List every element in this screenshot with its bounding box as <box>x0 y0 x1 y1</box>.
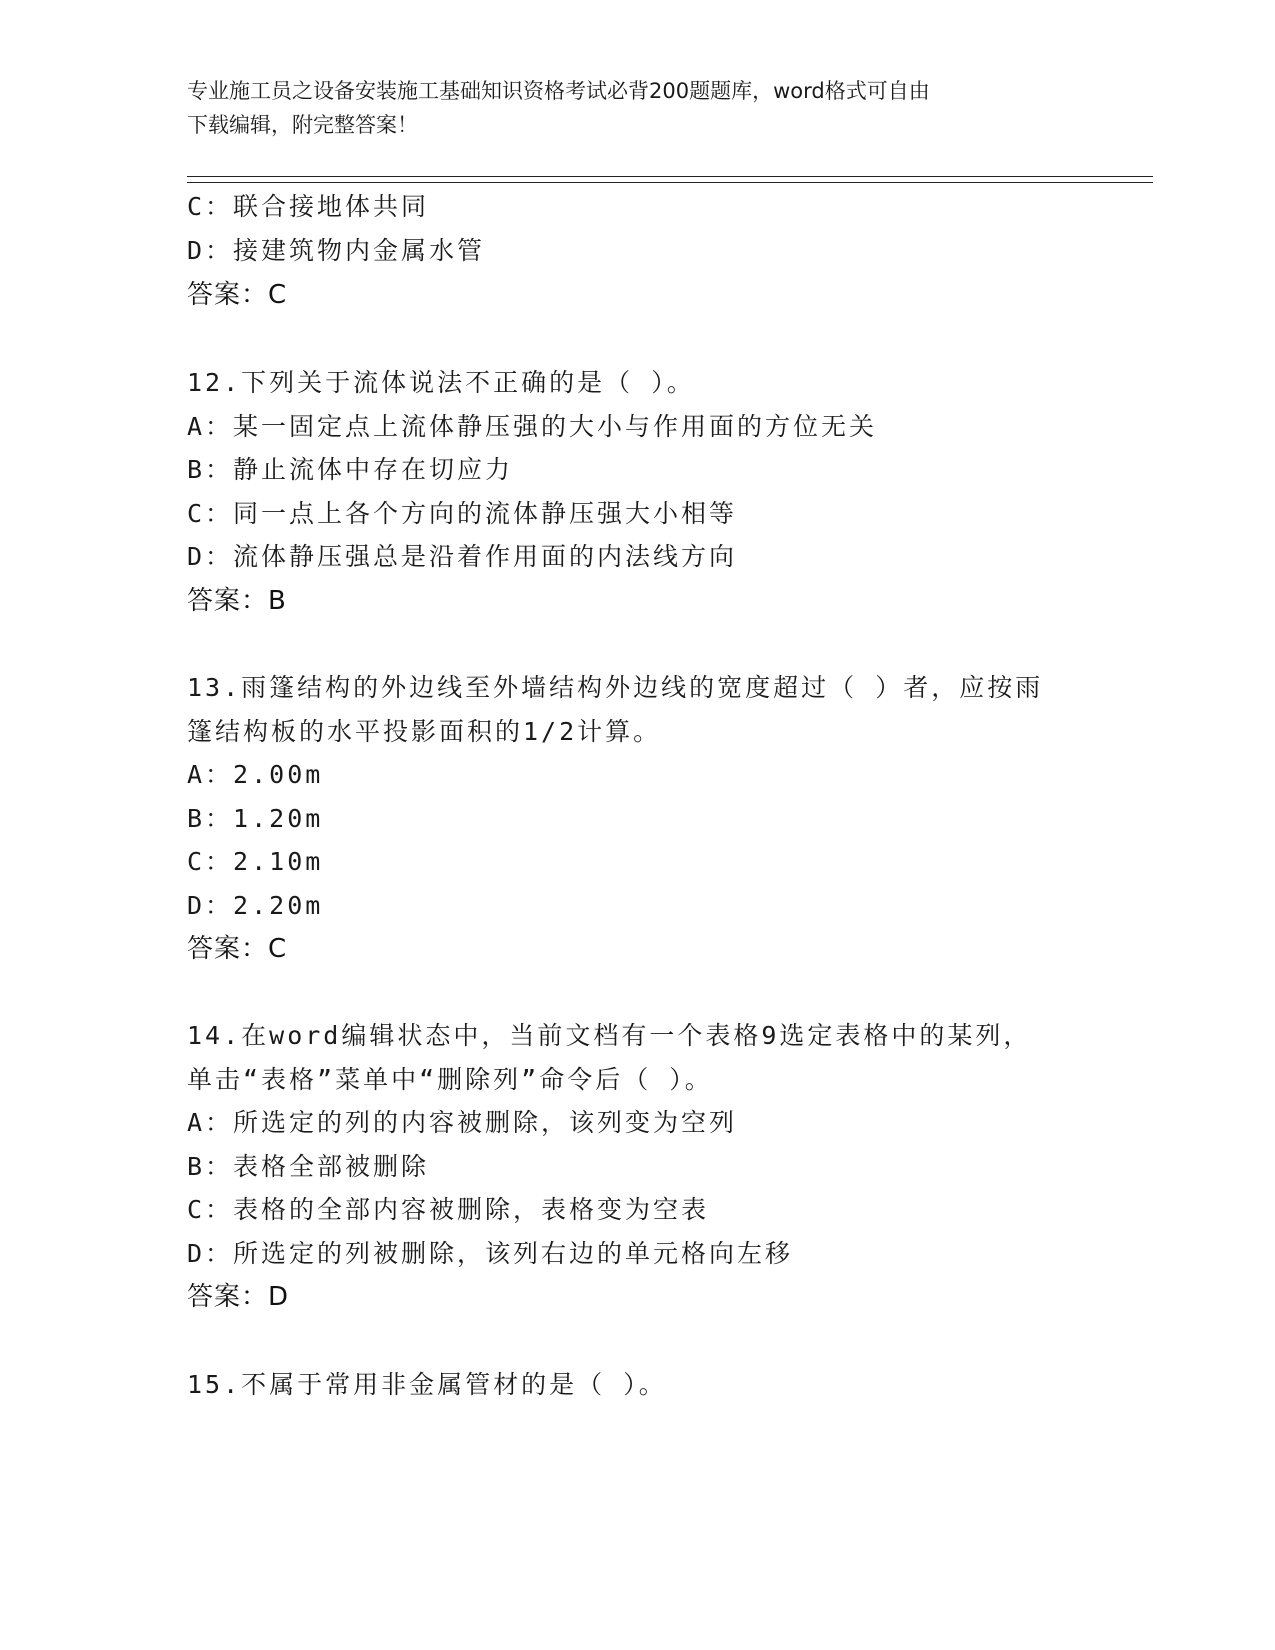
prev-answer: 答案：C <box>187 280 288 310</box>
q12-option-a: A：某一固定点上流体静压强的大小与作用面的方位无关 <box>187 412 878 441</box>
q13-answer: 答案：C <box>187 934 288 964</box>
q13-option-c: C：2.10m <box>187 847 324 876</box>
q13-option-d: D：2.20m <box>187 891 324 920</box>
q13-stem-line-2: 篷结构板的水平投影面积的1/2计算。 <box>187 717 662 746</box>
header-line-1: 专业施工员之设备安装施工基础知识资格考试必背200题题库，word格式可自由 <box>187 79 930 103</box>
q12-stem: 12.下列关于流体说法不正确的是（ ）。 <box>187 368 695 397</box>
q14-option-c: C：表格的全部内容被删除，表格变为空表 <box>187 1195 710 1224</box>
header-divider-top <box>187 176 1153 177</box>
q14-stem-line-2: 单击“表格”菜单中“删除列”命令后（ ）。 <box>187 1065 713 1094</box>
q14-option-b: B：表格全部被删除 <box>187 1152 430 1181</box>
prev-option-c: C：联合接地体共同 <box>187 192 430 221</box>
q14-answer: 答案：D <box>187 1282 290 1312</box>
q13-stem-line-1: 13.雨篷结构的外边线至外墙结构外边线的宽度超过（ ）者，应按雨 <box>187 673 1044 702</box>
q13-option-a: A：2.00m <box>187 760 324 789</box>
q12-option-c: C：同一点上各个方向的流体静压强大小相等 <box>187 499 738 528</box>
q15-stem: 15.不属于常用非金属管材的是（ ）。 <box>187 1370 667 1399</box>
document-header <box>187 74 1087 142</box>
q14-option-d: D：所选定的列被删除，该列右边的单元格向左移 <box>187 1239 794 1268</box>
q12-answer: 答案：B <box>187 586 287 616</box>
header-line-2: 下载编辑，附完整答案！ <box>187 113 418 137</box>
q14-stem-line-1: 14.在word编辑状态中，当前文档有一个表格9选定表格中的某列， <box>187 1021 1032 1050</box>
q12-option-b: B：静止流体中存在切应力 <box>187 455 514 484</box>
q12-option-d: D：流体静压强总是沿着作用面的内法线方向 <box>187 542 738 571</box>
prev-option-d: D：接建筑物内金属水管 <box>187 236 486 265</box>
header-divider-bottom <box>187 182 1153 183</box>
q13-option-b: B：1.20m <box>187 804 324 833</box>
q14-option-a: A：所选定的列的内容被删除，该列变为空列 <box>187 1108 738 1137</box>
